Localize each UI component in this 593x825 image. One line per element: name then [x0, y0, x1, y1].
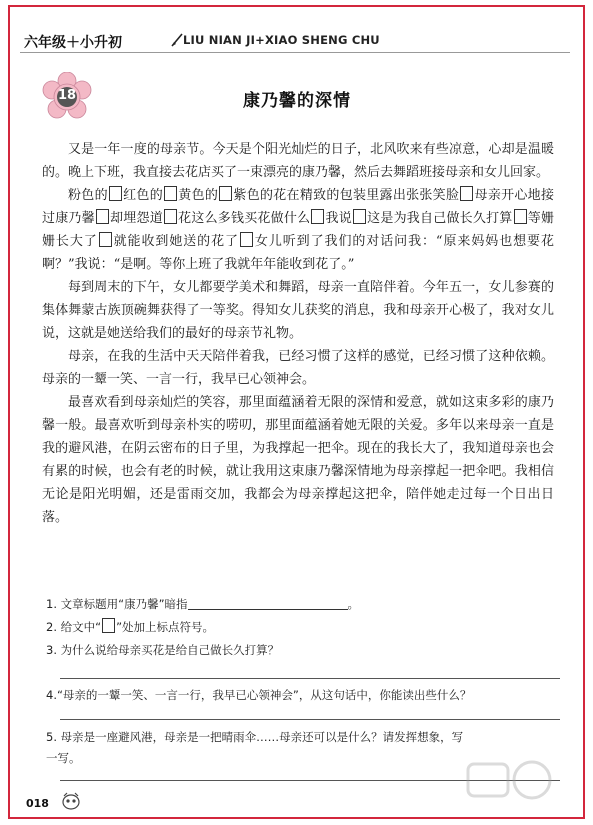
owl-icon — [60, 790, 82, 810]
blank-box[interactable] — [460, 186, 473, 201]
question-2: 2. 给文中“ ”处加上标点符号。 — [46, 620, 215, 634]
paragraph-4: 母亲，在我的生活中天天陪伴着我，已经习惯了这样的感觉，已经习惯了这种依赖。母亲的一颦一笑、一言一行，我早已心领神会。 — [42, 349, 554, 387]
answer-line[interactable] — [60, 719, 560, 720]
blank-box[interactable] — [109, 186, 122, 201]
blank-box[interactable] — [164, 209, 177, 224]
blank-box[interactable] — [311, 209, 324, 224]
blank-box[interactable] — [240, 232, 253, 247]
paragraph-2: 粉色的 红色的 黄色的 紫色的花在精致的包装里露出张张笑脸 母亲开心地接过康乃馨 却埋怨道 花这么多钱买花做什么 我说 这是为我自己做长久打算 等姗姗长大了 就能收到她送的花了 女儿听到了我们的对话问我：“原来妈妈也想要花啊？”我说：“是啊。等你上班了我就年年能收到花了。” — [42, 188, 554, 272]
page-number: 018 — [26, 797, 49, 810]
question-3: 3. 为什么说给母亲买花是给自己做长久打算？ — [46, 643, 280, 657]
page-title: 康乃馨的深情 — [243, 91, 351, 111]
lesson-number: 18 — [57, 88, 77, 103]
grade-pinyin: LIU NIAN JI+XIAO SHENG CHU — [183, 33, 380, 47]
answer-line[interactable] — [60, 678, 560, 679]
paragraph-5: 最喜欢看到母亲灿烂的笑容，那里面蕴涵着无限的深情和爱意，就如这束多彩的康乃馨一般。最喜欢听到母亲朴实的唠叨，那里面蕴涵着她无限的关爱。多年以来母亲一直是我的避风港，在阴云密布的日子里，为我撑起一把伞。现在的我长大了，我知道母亲也会有累的时候，也会有老的时候，就让我用这束康乃馨深情地为母亲撑起一把伞吧。我相信无论是阳光明媚，还是雷雨交加，我都会为母亲撑起这把伞，陪伴她走过每一个日出日落。 — [42, 395, 554, 525]
paragraph-3: 每到周末的下午，女儿都要学美术和舞蹈，母亲一直陪伴着。今年五一，女儿参赛的集体舞蒙古族顶碗舞获得了一等奖。得知女儿获奖的消息，我和母亲开心极了，我对女儿说，这就是她送给我们的最好的母亲节礼物。 — [42, 280, 554, 341]
blank-box[interactable] — [164, 186, 177, 201]
answer-blank[interactable] — [188, 597, 348, 610]
blank-box[interactable] — [514, 209, 527, 224]
question-4: 4.“母亲的一颦一笑、一言一行，我早已心领神会”，从这句话中，你能读出些什么？ — [46, 688, 472, 702]
header-rule — [20, 52, 570, 53]
paragraph-1: 又是一年一度的母亲节。今天是个阳光灿烂的日子，北风吹来有些凉意，心却是温暖的。晚上下班，我直接去花店买了一束漂亮的康乃馨，然后去舞蹈班接母亲和女儿回家。 — [42, 142, 554, 180]
blank-box[interactable] — [219, 186, 232, 201]
blank-box[interactable] — [99, 232, 112, 247]
question-5-cont: 一写。 — [46, 751, 81, 765]
question-5: 5. 母亲是一座避风港，母亲是一把晴雨伞……母亲还可以是什么？请发挥想象，写 — [46, 730, 464, 744]
pen-icon — [170, 32, 184, 48]
blank-box[interactable] — [353, 209, 366, 224]
watermark-icon — [460, 740, 560, 820]
blank-box[interactable] — [96, 209, 109, 224]
blank-box — [102, 618, 115, 633]
question-1: 1. 文章标题用“康乃馨”暗指 。 — [46, 597, 360, 611]
story-text — [42, 138, 554, 529]
grade-label: 六年级＋小升初 — [24, 35, 122, 51]
